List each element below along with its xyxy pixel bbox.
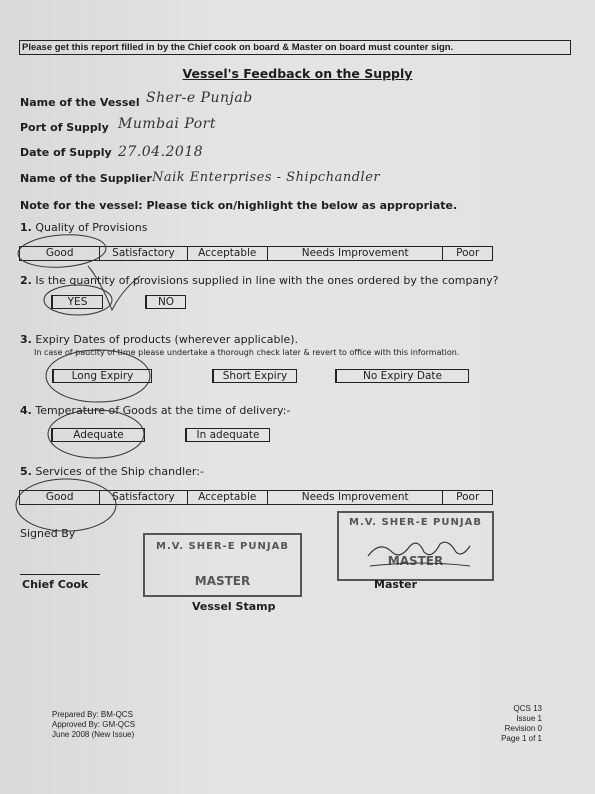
q4-option-inadequate[interactable]: In adequate <box>185 428 270 442</box>
port-label: Port of Supply <box>20 121 109 134</box>
q2-selection-circle <box>44 285 112 315</box>
q1-selection-circle <box>17 232 107 270</box>
footer-right: QCS 13 Issue 1 Revision 0 Page 1 of 1 <box>501 704 542 743</box>
master-stamp-impression: M.V. SHER-E PUNJAB MASTER <box>337 511 494 581</box>
chief-cook-label: Chief Cook <box>22 578 89 591</box>
q1-option-poor[interactable]: Poor <box>456 247 480 259</box>
q3-option-no-expiry-date[interactable]: No Expiry Date <box>335 369 469 383</box>
q5-option-satisfactory[interactable]: Satisfactory <box>100 491 187 504</box>
q1-option-acceptable[interactable]: Acceptable <box>188 247 268 260</box>
q2-option-yes[interactable]: YES <box>51 295 103 309</box>
supplier-label: Name of the Supplier <box>20 172 152 185</box>
q5-option-good[interactable]: Good <box>20 491 100 504</box>
date-value: 27.04.2018 <box>118 144 204 160</box>
q4-selection-circle <box>48 410 144 458</box>
q5-option-poor[interactable]: Poor <box>456 491 480 503</box>
q3-heading: 3. Expiry Dates of products (wherever applicable). <box>20 333 299 346</box>
q2-heading: 2. Is the quantity of provisions supplied in line with the ones ordered by the company? <box>20 274 499 287</box>
q4-option-adequate[interactable]: Adequate <box>51 428 145 442</box>
footer-left: Prepared By: BM-QCS Approved By: GM-QCS June 2008 (New Issue) <box>52 710 136 739</box>
vessel-name-value: Sher-e Punjab <box>146 90 253 106</box>
q5-heading: 5. Services of the Ship chandler:- <box>20 465 204 478</box>
q1-option-good[interactable]: Good <box>20 247 100 260</box>
signed-by-label: Signed By <box>20 527 76 540</box>
master-label: Master <box>374 578 418 591</box>
q3-selection-circle <box>46 350 150 402</box>
instruction-notice: Please get this report filled in by the Chief cook on board & Master on board must counter sign. <box>19 40 571 55</box>
q1-option-satisfactory[interactable]: Satisfactory <box>100 247 187 260</box>
tick-note: Note for the vessel: Please tick on/highlight the below as appropriate. <box>20 199 458 212</box>
q3-subtext: In case of paucity of time please undertake a thorough check later & revert to office with this information. <box>34 348 460 357</box>
date-label: Date of Supply <box>20 146 112 159</box>
q5-option-acceptable[interactable]: Acceptable <box>188 491 268 504</box>
vessel-stamp-impression: M.V. SHER-E PUNJAB MASTER <box>143 533 302 597</box>
port-value: Mumbai Port <box>118 116 216 132</box>
q4-heading: 4. Temperature of Goods at the time of delivery:- <box>20 404 291 417</box>
form-title: Vessel's Feedback on the Supply <box>182 66 413 81</box>
q3-option-short-expiry[interactable]: Short Expiry <box>212 369 297 383</box>
q1-heading: 1. Quality of Provisions <box>20 221 148 234</box>
q5-option-needs-improvement[interactable]: Needs Improvement <box>268 491 444 504</box>
q5-selection-circle <box>16 479 116 531</box>
q3-option-long-expiry[interactable]: Long Expiry <box>52 369 152 383</box>
master-signature-flourish <box>370 563 470 566</box>
vessel-name-label: Name of the Vessel <box>20 96 140 109</box>
q2-option-no[interactable]: NO <box>145 295 186 309</box>
supplier-value: Naik Enterprises - Shipchandler <box>152 170 381 185</box>
q1-option-needs-improvement[interactable]: Needs Improvement <box>268 247 444 260</box>
q2-tick-mark <box>88 266 140 310</box>
vessel-stamp-label: Vessel Stamp <box>192 600 276 613</box>
master-signature <box>368 542 470 556</box>
